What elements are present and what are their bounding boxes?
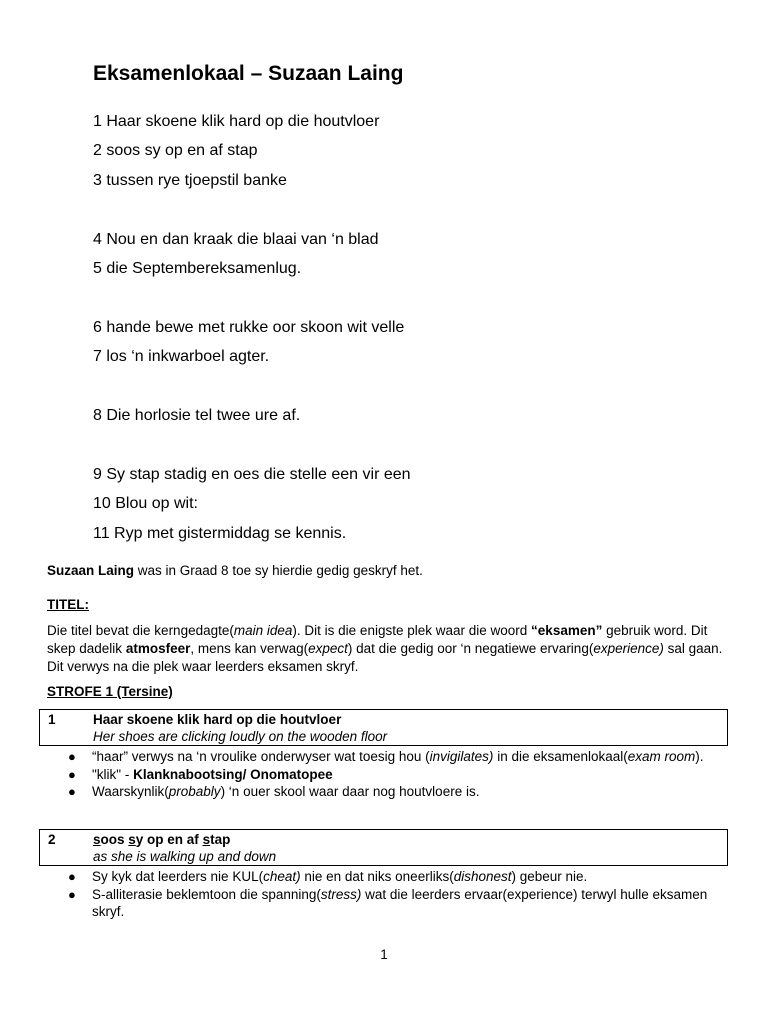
intro-paragraph bbox=[47, 562, 737, 580]
poem-line: 4 Nou en dan kraak die blaai van ‘n blad bbox=[93, 230, 379, 248]
list-item: ● "klik" - Klanknabootsing/ Onomatopee bbox=[68, 766, 333, 782]
list-item: ● Sy kyk dat leerders nie KUL(cheat) nie en dat niks oneerliks(dishonest) gebeur nie. bbox=[68, 869, 588, 884]
line-number: 1 bbox=[48, 712, 56, 727]
line-number: 2 bbox=[48, 832, 56, 847]
poem-line-quote: Haar skoene klik hard op die houtvloer bbox=[93, 712, 342, 727]
poem-line: 7 los ‘n inkwarboel agter. bbox=[93, 348, 270, 366]
list-item: ● Waarskynlik(probably) ‘n ouer skool waar daar nog houtvloere is. bbox=[68, 784, 480, 799]
poem-line: 8 Die horlosie tel twee ure af. bbox=[93, 407, 301, 425]
list-item: ● “haar” verwys na ‘n vroulike onderwyser wat toesig hou (invigilates) in die eksamenlokaal(exam room). bbox=[68, 749, 704, 764]
poem-line: 11 Ryp met gistermiddag se kennis. bbox=[93, 524, 347, 542]
bullet-icon: ● bbox=[68, 886, 76, 902]
line-translation: Her shoes are clicking loudly on the wooden floor bbox=[93, 729, 388, 744]
bullet-icon: ● bbox=[68, 869, 76, 884]
page-title: Eksamenlokaal – Suzaan Laing bbox=[93, 62, 404, 85]
notes-list-1 bbox=[47, 748, 737, 801]
author-name: Suzaan Laing bbox=[47, 563, 135, 578]
poem-line: 2 soos sy op en af stap bbox=[93, 142, 258, 160]
poem bbox=[93, 107, 733, 548]
poem-line: 6 hande bewe met rukke oor skoon wit velle bbox=[93, 318, 405, 336]
line-box-2 bbox=[39, 829, 728, 866]
poem-line-quote: soos sy op en af stap bbox=[93, 832, 231, 847]
poem-line: 5 die Septembereksamenlug. bbox=[93, 260, 302, 278]
poem-line: 3 tussen rye tjoepstil banke bbox=[93, 171, 287, 189]
bullet-icon: ● bbox=[68, 766, 76, 782]
intro-text: was in Graad 8 toe sy hierdie gedig geskryf het. bbox=[134, 563, 423, 578]
notes-list-2 bbox=[47, 868, 737, 921]
list-item: ● S-alliterasie beklemtoon die spanning(stress) wat die leerders ervaar(experience) terwyl hulle eksamen skryf. bbox=[68, 886, 708, 919]
titel-heading: TITEL: bbox=[47, 597, 89, 612]
poem-line: 10 Blou op wit: bbox=[93, 495, 198, 513]
titel-paragraph: Die titel bevat die kerngedagte(main idea). Dit is die enigste plek waar die woord “eksamen” gebruik word. Dit skep dadelik atmosfeer, mens kan verwag(expect) dat die gedig oor ‘n negatiewe ervaring(experience) sal gaan. Dit verwys na die plek waar leerders eksamen skryf. bbox=[47, 623, 723, 674]
strofe1-heading: STROFE 1 (Tersine) bbox=[47, 684, 173, 699]
bullet-icon: ● bbox=[68, 784, 76, 799]
poem-line: 1 Haar skoene klik hard op die houtvloer bbox=[93, 113, 380, 130]
poem-line: 9 Sy stap stadig en oes die stelle een vir een bbox=[93, 465, 411, 483]
page-number: 1 bbox=[380, 947, 388, 962]
line-translation: as she is walking up and down bbox=[93, 849, 277, 864]
line-box-1 bbox=[39, 709, 728, 746]
bullet-icon: ● bbox=[68, 749, 76, 764]
